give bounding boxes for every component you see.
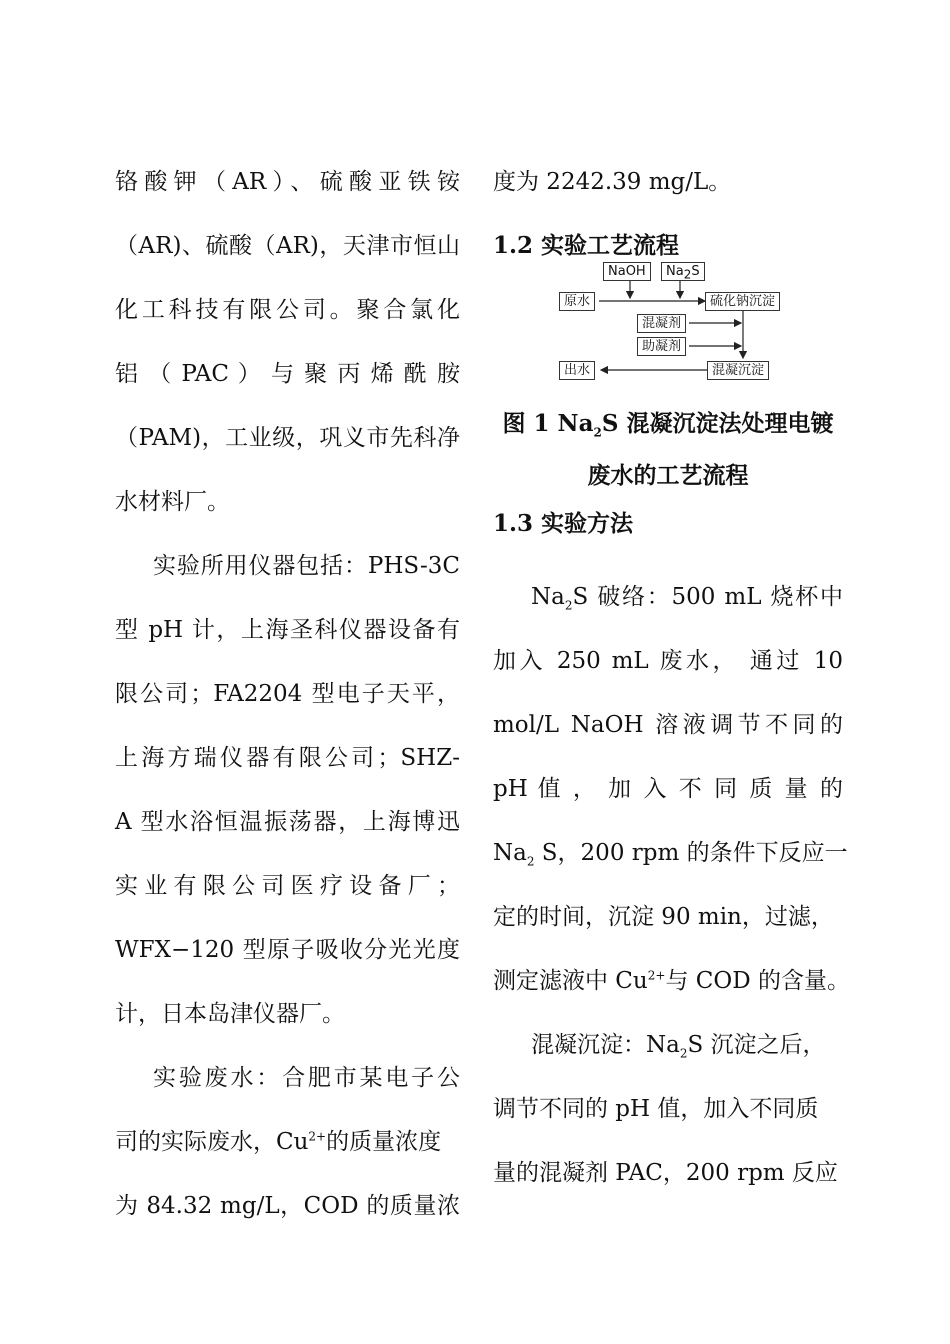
text-line: mol/L NaOH 溶液调节不同的 — [493, 712, 843, 738]
na2s-box — [661, 262, 705, 281]
text-span: 测定滤液中 Cu — [493, 968, 648, 994]
text-span: S 混凝沉淀法处理电镀 — [601, 410, 834, 437]
text-line: 为 84.32 mg/L，COD 的质量浓 — [115, 1193, 460, 1219]
superscript: 2+ — [308, 1129, 327, 1144]
sulfide-precipitation-box: 硫化钠沉淀 — [705, 292, 780, 311]
superscript: 2+ — [647, 968, 666, 983]
text-span: S 破络：500 mL 烧杯中 — [572, 584, 843, 610]
text-span: 混凝沉淀：Na — [531, 1032, 680, 1058]
text-line — [115, 1110, 460, 1174]
text-line: 计，日本岛津仪器厂。 — [115, 1001, 345, 1027]
text-line: 实业有限公司医疗设备厂； — [115, 873, 460, 899]
section-heading-1-2: 1.2 实验工艺流程 — [493, 232, 680, 259]
text-span: Na — [666, 264, 684, 279]
text-line: 量的混凝剂 PAC，200 rpm 反应 — [493, 1160, 838, 1186]
text-line: 铬酸钾（AR）、硫酸亚铁铵 — [115, 169, 460, 195]
text-line: 实验废水：合肥市某电子公 — [153, 1065, 460, 1091]
text-span: S 沉淀之后， — [687, 1032, 826, 1058]
text-line: 上海方瑞仪器有限公司；SHZ- — [115, 745, 460, 771]
text-span: Na — [493, 840, 527, 866]
text-line: 实验所用仪器包括：PHS-3C — [153, 553, 460, 579]
left-column — [115, 150, 460, 1238]
text-line: （PAM)，工业级，巩义市先科净 — [115, 425, 460, 451]
text-line: 定的时间，沉淀 90 min，过滤， — [493, 904, 834, 930]
text-span: 的质量浓度 — [326, 1129, 442, 1155]
text-line: pH 值 ， 加 入 不 同 质 量 的 — [493, 776, 843, 802]
caption-line — [493, 398, 843, 450]
right-column — [493, 150, 843, 278]
text-span: 与 COD 的含量。 — [665, 968, 850, 994]
method-section — [493, 495, 850, 1205]
subscript: 2 — [593, 425, 602, 440]
text-line: 限公司；FA2204 型电子天平， — [115, 681, 460, 707]
subscript: 2 — [526, 854, 535, 869]
text-span: 司的实际废水，Cu — [115, 1129, 309, 1155]
text-line: WFX−120 型原子吸收分光光度 — [115, 937, 460, 963]
text-span: Na — [531, 584, 565, 610]
text-line: 型 pH 计，上海圣科仪器设备有 — [115, 617, 460, 643]
text-line: 水材料厂。 — [115, 489, 230, 515]
coagulation-precipitation-box: 混凝沉淀 — [707, 361, 769, 380]
text-span: 图 1 Na — [502, 410, 594, 437]
caption-line: 废水的工艺流程 — [587, 462, 749, 489]
text-line: 化工科技有限公司。聚合氯化 — [115, 297, 460, 323]
text-line: 加入 250 mL 废水， 通过 10 — [493, 648, 843, 674]
text-line: 调节不同的 pH 值，加入不同质 — [493, 1096, 819, 1122]
text-line — [493, 1013, 843, 1077]
subscript: 2 — [683, 267, 692, 282]
text-span: S，200 rpm 的条件下反应一 — [534, 840, 848, 866]
text-line — [493, 565, 843, 629]
coagulant-aid-box: 助凝剂 — [637, 337, 686, 356]
figure-caption — [493, 398, 843, 502]
subscript: 2 — [564, 598, 573, 613]
raw-water-box: 原水 — [559, 292, 595, 311]
subscript: 2 — [679, 1046, 688, 1061]
coagulant-box: 混凝剂 — [637, 314, 686, 333]
process-flow-diagram — [555, 262, 795, 384]
text-line: 铝 （ PAC ） 与 聚 丙 烯 酰 胺 — [115, 361, 460, 387]
effluent-box: 出水 — [559, 361, 595, 380]
text-line: 度为 2242.39 mg/L。 — [493, 169, 732, 195]
text-line — [493, 949, 850, 1013]
text-line: A 型水浴恒温振荡器，上海博迅 — [115, 809, 460, 835]
text-span: S — [691, 264, 700, 279]
naoh-box: NaOH — [603, 262, 651, 281]
text-line — [493, 821, 848, 885]
section-heading-1-3: 1.3 实验方法 — [493, 510, 634, 537]
text-line: （AR)、硫酸（AR)，天津市恒山 — [115, 233, 460, 259]
